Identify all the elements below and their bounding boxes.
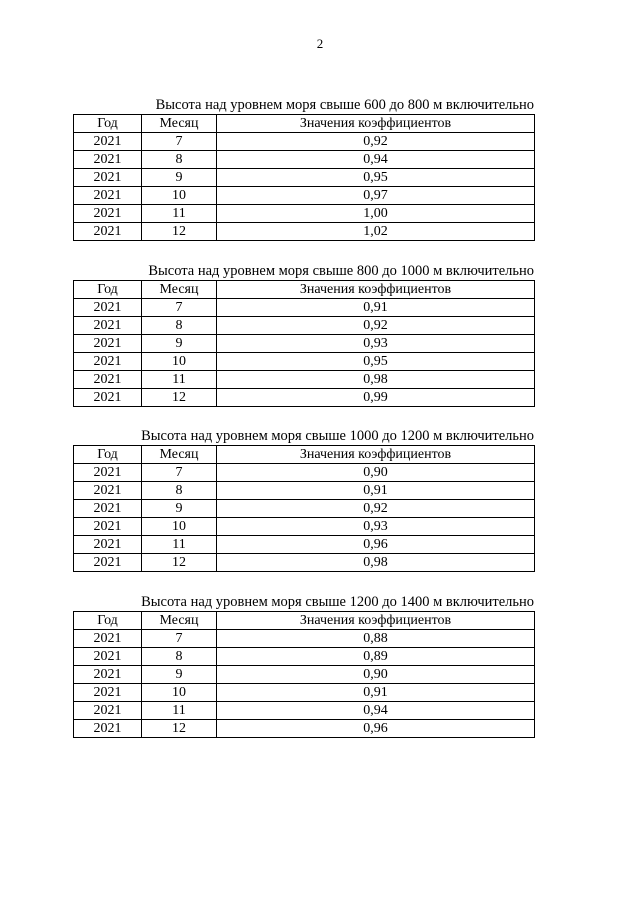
cell-year: 2021 — [74, 666, 142, 684]
table-row — [74, 464, 535, 482]
cell-year: 2021 — [74, 554, 142, 572]
section-title: Высота над уровнем моря свыше 600 до 800 м включительно — [155, 97, 534, 113]
cell-year: 2021 — [74, 500, 142, 518]
column-header-month: Месяц — [142, 115, 217, 133]
cell-month: 9 — [142, 335, 217, 353]
cell-value: 0,92 — [217, 133, 535, 151]
column-header-month: Месяц — [142, 446, 217, 464]
column-header-value: Значения коэффициентов — [217, 115, 535, 133]
column-header-value: Значения коэффициентов — [217, 446, 535, 464]
table-row — [74, 205, 535, 223]
table-row — [74, 720, 535, 738]
cell-value: 0,96 — [217, 720, 535, 738]
table-row — [74, 371, 535, 389]
table-row — [74, 223, 535, 241]
table-row — [74, 630, 535, 648]
coefficient-section — [73, 97, 534, 241]
cell-month: 12 — [142, 389, 217, 407]
coefficient-table — [73, 611, 535, 738]
cell-value: 0,96 — [217, 536, 535, 554]
cell-value: 0,91 — [217, 684, 535, 702]
section-title: Высота над уровнем моря свыше 800 до 1000 м включительно — [148, 263, 534, 279]
cell-value: 0,94 — [217, 702, 535, 720]
coefficient-table — [73, 114, 535, 241]
cell-value: 0,97 — [217, 187, 535, 205]
cell-year: 2021 — [74, 133, 142, 151]
cell-year: 2021 — [74, 187, 142, 205]
column-header-month: Месяц — [142, 612, 217, 630]
cell-value: 0,88 — [217, 630, 535, 648]
cell-year: 2021 — [74, 482, 142, 500]
table-row — [74, 389, 535, 407]
cell-value: 1,00 — [217, 205, 535, 223]
cell-value: 0,95 — [217, 169, 535, 187]
cell-year: 2021 — [74, 353, 142, 371]
section-title: Высота над уровнем моря свыше 1000 до 1200 м включительно — [141, 428, 534, 444]
cell-month: 9 — [142, 500, 217, 518]
table-header-row — [74, 612, 535, 630]
coefficient-table — [73, 280, 535, 407]
table-header-row — [74, 281, 535, 299]
cell-year: 2021 — [74, 536, 142, 554]
cell-month: 12 — [142, 554, 217, 572]
cell-value: 0,90 — [217, 666, 535, 684]
cell-year: 2021 — [74, 464, 142, 482]
cell-value: 0,93 — [217, 518, 535, 536]
table-row — [74, 353, 535, 371]
cell-month: 10 — [142, 187, 217, 205]
table-row — [74, 169, 535, 187]
column-header-year: Год — [74, 612, 142, 630]
cell-year: 2021 — [74, 151, 142, 169]
table-row — [74, 648, 535, 666]
column-header-year: Год — [74, 281, 142, 299]
cell-value: 0,91 — [217, 299, 535, 317]
column-header-value: Значения коэффициентов — [217, 281, 535, 299]
cell-value: 0,98 — [217, 554, 535, 572]
table-row — [74, 702, 535, 720]
cell-year: 2021 — [74, 223, 142, 241]
table-row — [74, 554, 535, 572]
cell-value: 0,94 — [217, 151, 535, 169]
cell-month: 10 — [142, 684, 217, 702]
section-title: Высота над уровнем моря свыше 1200 до 1400 м включительно — [141, 594, 534, 610]
column-header-month: Месяц — [142, 281, 217, 299]
cell-value: 0,91 — [217, 482, 535, 500]
cell-month: 7 — [142, 630, 217, 648]
column-header-year: Год — [74, 115, 142, 133]
table-row — [74, 536, 535, 554]
cell-month: 11 — [142, 205, 217, 223]
table-row — [74, 299, 535, 317]
cell-year: 2021 — [74, 518, 142, 536]
cell-month: 9 — [142, 666, 217, 684]
cell-month: 10 — [142, 518, 217, 536]
cell-month: 9 — [142, 169, 217, 187]
cell-year: 2021 — [74, 720, 142, 738]
cell-month: 12 — [142, 223, 217, 241]
table-row — [74, 500, 535, 518]
table-row — [74, 151, 535, 169]
cell-year: 2021 — [74, 371, 142, 389]
cell-value: 0,89 — [217, 648, 535, 666]
coefficient-section — [73, 428, 534, 572]
cell-month: 7 — [142, 464, 217, 482]
table-row — [74, 187, 535, 205]
cell-year: 2021 — [74, 169, 142, 187]
cell-year: 2021 — [74, 335, 142, 353]
column-header-value: Значения коэффициентов — [217, 612, 535, 630]
cell-year: 2021 — [74, 299, 142, 317]
cell-month: 8 — [142, 317, 217, 335]
cell-month: 11 — [142, 371, 217, 389]
table-row — [74, 317, 535, 335]
cell-year: 2021 — [74, 630, 142, 648]
cell-month: 12 — [142, 720, 217, 738]
cell-value: 0,90 — [217, 464, 535, 482]
coefficient-section — [73, 263, 534, 407]
table-row — [74, 684, 535, 702]
table-row — [74, 482, 535, 500]
cell-month: 11 — [142, 702, 217, 720]
cell-year: 2021 — [74, 702, 142, 720]
table-header-row — [74, 446, 535, 464]
cell-value: 0,92 — [217, 317, 535, 335]
coefficient-section — [73, 594, 534, 738]
cell-value: 0,98 — [217, 371, 535, 389]
cell-year: 2021 — [74, 389, 142, 407]
cell-month: 10 — [142, 353, 217, 371]
cell-month: 8 — [142, 648, 217, 666]
cell-month: 8 — [142, 151, 217, 169]
table-row — [74, 133, 535, 151]
cell-month: 8 — [142, 482, 217, 500]
cell-year: 2021 — [74, 205, 142, 223]
table-row — [74, 666, 535, 684]
cell-year: 2021 — [74, 317, 142, 335]
table-row — [74, 518, 535, 536]
cell-value: 0,92 — [217, 500, 535, 518]
cell-month: 11 — [142, 536, 217, 554]
column-header-year: Год — [74, 446, 142, 464]
coefficient-table — [73, 445, 535, 572]
cell-value: 0,95 — [217, 353, 535, 371]
page-number: 2 — [316, 36, 324, 51]
cell-month: 7 — [142, 133, 217, 151]
cell-value: 0,93 — [217, 335, 535, 353]
table-row — [74, 335, 535, 353]
cell-value: 0,99 — [217, 389, 535, 407]
cell-year: 2021 — [74, 648, 142, 666]
cell-month: 7 — [142, 299, 217, 317]
cell-year: 2021 — [74, 684, 142, 702]
table-header-row — [74, 115, 535, 133]
cell-value: 1,02 — [217, 223, 535, 241]
